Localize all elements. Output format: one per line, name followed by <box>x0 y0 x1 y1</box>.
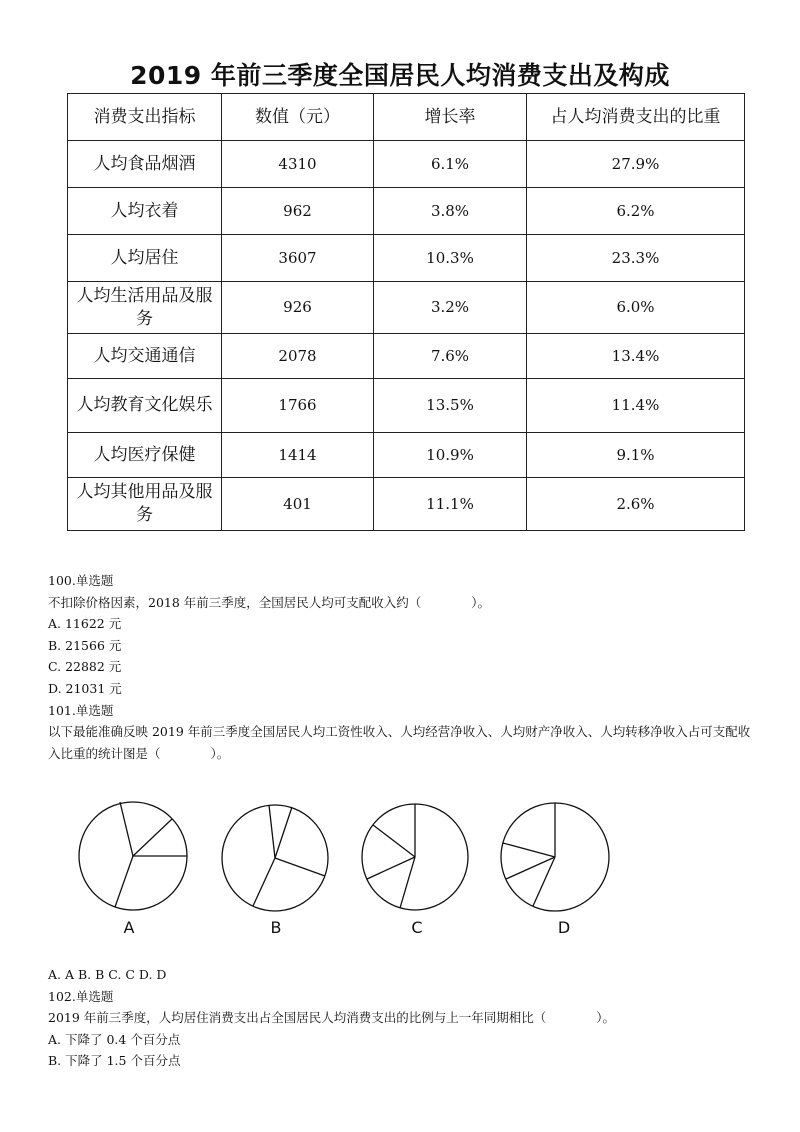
table-cell: 6.0% <box>527 282 745 334</box>
table-cell: 3607 <box>222 235 374 282</box>
table-cell: 10.9% <box>374 433 527 478</box>
header-cell: 增长率 <box>374 94 527 141</box>
pie-d-divider <box>506 857 555 879</box>
table-cell: 4310 <box>222 141 374 188</box>
pie-chart-a <box>79 802 187 910</box>
table-row <box>68 379 745 433</box>
pie-label-b: B <box>270 918 282 937</box>
table-cell: 人均食品烟酒 <box>68 141 222 188</box>
table-cell: 3.2% <box>374 282 527 334</box>
question-block-1 <box>48 570 758 764</box>
table-title: 2019 年前三季度全国居民人均消费支出及构成 <box>130 61 670 90</box>
question-block-2 <box>48 964 758 1072</box>
option-a: A. 下降了 0.4 个百分点 <box>48 1031 181 1047</box>
option-c: C. 22882 元 <box>48 659 122 675</box>
table-row <box>68 433 745 478</box>
table-cell: 9.1% <box>527 433 745 478</box>
pie-c-divider <box>400 857 415 908</box>
question-101-head: 101.单选题 <box>48 702 114 718</box>
table-cell: 13.4% <box>527 334 745 379</box>
table-cell: 13.5% <box>374 379 527 433</box>
pie-label-d: D <box>557 918 571 937</box>
option-d: D. 21031 元 <box>48 680 122 696</box>
option-b: B. 21566 元 <box>48 637 122 653</box>
table-cell: 23.3% <box>527 235 745 282</box>
header-cell: 占人均消费支出的比重 <box>527 94 745 141</box>
header-cell: 数值（元） <box>222 94 374 141</box>
option-a: A. 11622 元 <box>48 616 122 632</box>
pie-a-divider <box>115 856 133 907</box>
table-header-row <box>68 94 745 141</box>
table-cell: 人均居住 <box>68 235 222 282</box>
table-cell: 人均医疗保健 <box>68 433 222 478</box>
table-cell: 7.6% <box>374 334 527 379</box>
table-cell: 1414 <box>222 433 374 478</box>
pie-c-divider <box>367 857 415 879</box>
question-101-options: A. A B. B C. C D. D <box>48 967 167 982</box>
header-cell: 消费支出指标 <box>68 94 222 141</box>
pie-b-divider <box>253 858 275 906</box>
table-cell: 6.2% <box>527 188 745 235</box>
pie-label-a: A <box>123 918 135 937</box>
question-102-stem: 2019 年前三季度，人均居住消费支出占全国居民人均消费支出的比例与上一年同期相比（ ）。 <box>48 1010 616 1026</box>
table-row <box>68 235 745 282</box>
consumption-table <box>67 93 745 531</box>
table-cell: 人均交通通信 <box>68 334 222 379</box>
pie-b-divider <box>269 805 275 858</box>
pie-c-divider <box>373 825 415 857</box>
table-cell: 926 <box>222 282 374 334</box>
question-100-head: 100.单选题 <box>48 573 114 588</box>
pie-label-c: C <box>411 918 423 937</box>
pie-d-divider <box>533 857 555 906</box>
table-cell: 401 <box>222 478 374 531</box>
table-cell: 1766 <box>222 379 374 433</box>
table-cell: 2078 <box>222 334 374 379</box>
pie-chart-c <box>362 804 468 910</box>
table-cell: 2.6% <box>527 478 745 531</box>
table-cell: 962 <box>222 188 374 235</box>
question-101-stem: 以下最能准确反映 2019 年前三季度全国居民人均工资性收入、人均经营净收入、人均财产净收入、人均转移净收入占可支配收入比重的统计图是（ ）。 <box>48 724 751 761</box>
pie-b-divider <box>275 858 325 876</box>
table-cell: 27.9% <box>527 141 745 188</box>
question-100-stem: 不扣除价格因素，2018 年前三季度，全国居民人均可支配收入约（ ）。 <box>48 594 491 610</box>
table-cell: 人均教育文化娱乐 <box>68 379 222 433</box>
question-102-head: 102.单选题 <box>48 988 114 1004</box>
table-row <box>68 188 745 235</box>
pie-d-divider <box>503 843 555 857</box>
table-cell: 11.4% <box>527 379 745 433</box>
table-row <box>68 141 745 188</box>
table-cell: 10.3% <box>374 235 527 282</box>
pie-options-figure <box>70 775 630 955</box>
option-b: B. 下降了 1.5 个百分点 <box>48 1053 181 1069</box>
table-row <box>68 478 745 531</box>
pie-a-divider <box>120 802 133 856</box>
pie-chart-d <box>501 803 609 911</box>
table-cell: 人均衣着 <box>68 188 222 235</box>
table-cell: 人均其他用品及服务 <box>68 478 222 531</box>
pie-chart-b <box>222 805 328 911</box>
table-row <box>68 334 745 379</box>
pie-a-divider <box>133 819 172 856</box>
table-cell: 6.1% <box>374 141 527 188</box>
table-row <box>68 282 745 334</box>
table-cell: 3.8% <box>374 188 527 235</box>
table-cell: 人均生活用品及服务 <box>68 282 222 334</box>
pie-b-divider <box>275 807 292 858</box>
table-cell: 11.1% <box>374 478 527 531</box>
